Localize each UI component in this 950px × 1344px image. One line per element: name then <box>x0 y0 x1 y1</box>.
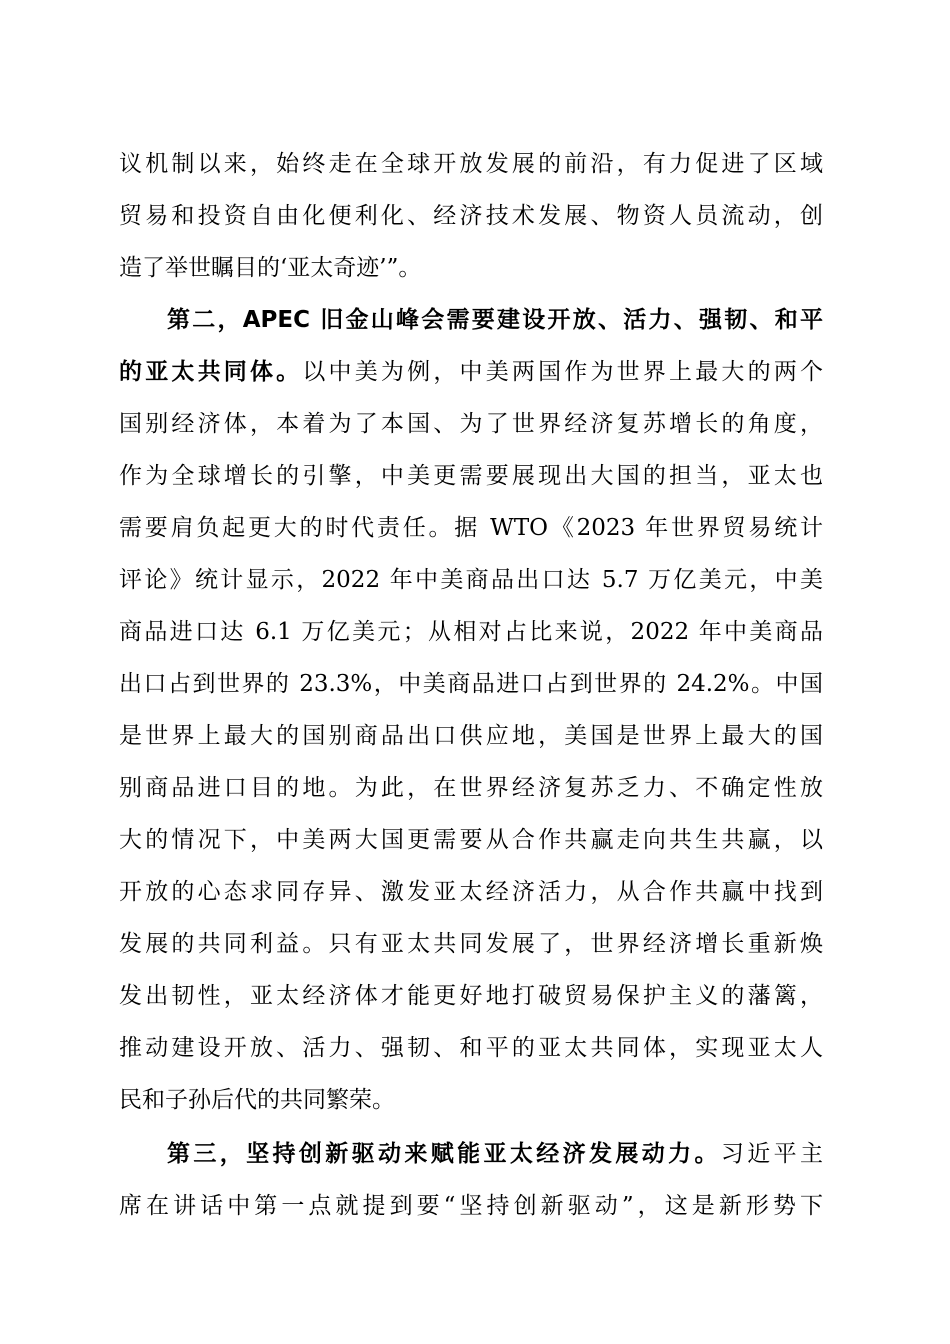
paragraph-line <box>119 346 823 398</box>
paragraph-line <box>167 1128 823 1180</box>
paragraph-line: 造了举世瞩目的‘亚太奇迹’”。 <box>119 255 422 281</box>
paragraph-line: 推动建设开放、活力、强韧、和平的亚太共同体，实现亚太人 <box>119 1035 823 1061</box>
paragraph-line: 国别经济体，本着为了本国、为了世界经济复苏增长的角度， <box>119 411 823 437</box>
paragraph-line: 是世界上最大的国别商品出口供应地，美国是世界上最大的国 <box>119 723 823 749</box>
section-heading-continuation: 的亚太共同体。 <box>119 359 303 385</box>
paragraph-line: 开放的心态求同存异、激发亚太经济活力，从合作共赢中找到 <box>119 879 823 905</box>
paragraph-line: 评论》统计显示，2022 年中美商品出口达 5.7 万亿美元，中美 <box>119 567 823 593</box>
paragraph-line: 别商品进口目的地。为此，在世界经济复苏乏力、不确定性放 <box>119 775 823 801</box>
paragraph-line: 民和子孙后代的共同繁荣。 <box>119 1087 395 1113</box>
paragraph-line: 席在讲话中第一点就提到要“坚持创新驱动”，这是新形势下 <box>119 1193 823 1219</box>
paragraph-line: 需要肩负起更大的时代责任。据 WTO《2023 年世界贸易统计 <box>119 515 823 541</box>
section-heading: 第二，APEC 旧金山峰会需要建设开放、活力、强韧、和平 <box>167 307 823 333</box>
paragraph-line: 贸易和投资自由化便利化、经济技术发展、物资人员流动，创 <box>119 203 823 229</box>
paragraph-line: 作为全球增长的引擎，中美更需要展现出大国的担当，亚太也 <box>119 463 823 489</box>
paragraph-line: 出口占到世界的 23.3%，中美商品进口占到世界的 24.2%。中国 <box>119 671 823 697</box>
paragraph-line: 大的情况下，中美两大国更需要从合作共赢走向共生共赢，以 <box>119 827 823 853</box>
paragraph-line: 发展的共同利益。只有亚太共同发展了，世界经济增长重新焕 <box>119 931 823 957</box>
paragraph-text: 以中美为例，中美两国作为世界上最大的两个 <box>302 359 824 385</box>
paragraph-line: 发出韧性，亚太经济体才能更好地打破贸易保护主义的藩篱， <box>119 983 823 1009</box>
paragraph-text: 习近平主 <box>720 1141 823 1167</box>
paragraph-line: 议机制以来，始终走在全球开放发展的前沿，有力促进了区域 <box>119 151 823 177</box>
paragraph-line: 商品进口达 6.1 万亿美元；从相对占比来说，2022 年中美商品 <box>119 619 823 645</box>
section-heading: 第三，坚持创新驱动来赋能亚太经济发展动力。 <box>167 1141 721 1167</box>
